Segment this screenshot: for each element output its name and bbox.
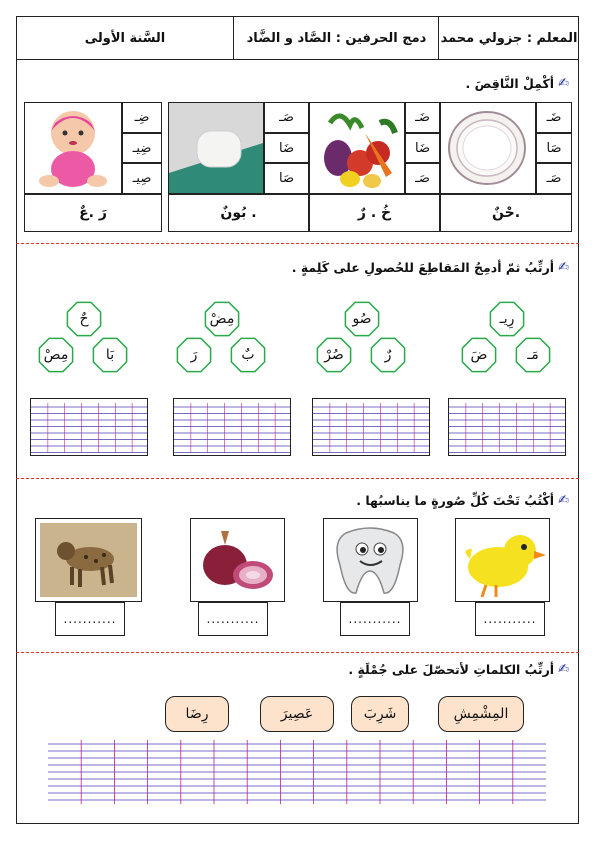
hyena-image	[36, 519, 141, 601]
hyena-picture	[35, 518, 142, 602]
onion-image	[191, 519, 284, 601]
exercise4-instruction	[348, 662, 569, 677]
section-divider	[16, 652, 579, 653]
exercise1-instruction	[466, 76, 569, 91]
grid-lines	[31, 399, 148, 456]
chick-image	[456, 519, 549, 601]
writing-grid[interactable]	[312, 398, 430, 456]
teacher-name: المعلم : جزولي محمد	[438, 16, 579, 60]
option-cell[interactable]: صَـ	[264, 102, 309, 133]
pointing-hand-icon: ✍	[558, 76, 569, 91]
syllable-text: صُرْ	[324, 347, 344, 363]
syllable-text: رٌ	[384, 347, 392, 363]
chick-picture	[455, 518, 550, 602]
option-cell[interactable]: ضِيـ	[122, 133, 162, 163]
option-cell[interactable]: ضَا	[405, 133, 440, 163]
syllable-octagon[interactable]	[203, 300, 241, 338]
answer-blank[interactable]: ...........	[340, 602, 410, 636]
option-cell[interactable]: صَـ	[405, 163, 440, 194]
option-cell[interactable]: ضَـ	[536, 102, 572, 133]
option-cell[interactable]: ضِـ	[122, 102, 162, 133]
tooth-picture	[323, 518, 418, 602]
syllable-octagon[interactable]	[343, 300, 381, 338]
option-cell[interactable]: صِيـ	[122, 163, 162, 194]
section-divider	[16, 478, 579, 479]
exercise3-instruction	[356, 493, 569, 508]
pointing-hand-icon: ✍	[558, 260, 569, 275]
syllable-octagon[interactable]	[460, 336, 498, 374]
grid-lines	[313, 399, 430, 456]
incomplete-word[interactable]: .حْنٌ	[440, 194, 572, 232]
word-card[interactable]: رِضَا	[165, 696, 229, 732]
sentence-writing-area[interactable]	[48, 740, 546, 804]
syllable-text: مِضْ	[209, 311, 235, 327]
syllable-octagon[interactable]	[37, 336, 75, 374]
writing-grid[interactable]	[448, 398, 566, 456]
instruction-text: أرتِّبُ الكلماتِ لأتحصّلَ على جُمْلَةٍ .	[348, 662, 555, 677]
vegetables-picture	[309, 102, 405, 194]
instruction-text: أرتِّبُ ثمّ أدمِجُ المَقاطِعَ للحُصولِ على كَلِمةٍ .	[291, 260, 555, 275]
option-cell[interactable]: صَـ	[536, 163, 572, 194]
option-cell[interactable]: ضَـ	[405, 102, 440, 133]
tooth-image	[324, 519, 417, 601]
incomplete-word[interactable]: رَ .عٌ	[24, 194, 162, 232]
grid-lines	[174, 399, 291, 456]
soap-image	[169, 103, 263, 193]
section-divider	[16, 243, 579, 244]
grade-level: السَّنة الأولى	[84, 30, 166, 46]
syllable-octagon[interactable]	[175, 336, 213, 374]
syllable-text: صُو	[352, 311, 372, 327]
baby-image	[25, 103, 121, 193]
answer-blank[interactable]: ...........	[198, 602, 268, 636]
syllable-octagon[interactable]	[369, 336, 407, 374]
pointing-hand-icon: ✍	[558, 662, 569, 677]
onion-picture	[190, 518, 285, 602]
exercise2-instruction	[292, 260, 569, 275]
option-cell[interactable]: صَا	[264, 163, 309, 194]
syllable-text: رِيـ	[499, 311, 515, 327]
writing-grid[interactable]	[30, 398, 148, 456]
syllable-text: ضَ	[470, 347, 488, 363]
plate-image	[441, 103, 535, 193]
syllable-octagon[interactable]	[229, 336, 267, 374]
soap-picture	[168, 102, 264, 194]
syllable-text: مَـ	[527, 347, 539, 363]
syllable-octagon[interactable]	[514, 336, 552, 374]
answer-blank[interactable]: ...........	[475, 602, 545, 636]
baby-picture	[24, 102, 122, 194]
answer-blank[interactable]: ...........	[55, 602, 125, 636]
syllable-octagon[interactable]	[65, 300, 103, 338]
writing-grid[interactable]	[173, 398, 291, 456]
option-cell[interactable]: ضَا	[264, 133, 309, 163]
grid-lines	[449, 399, 566, 456]
lesson-title: دمج الحرفين : الصَّاد و الضَّاد	[233, 16, 439, 60]
option-cell[interactable]: صَا	[536, 133, 572, 163]
worksheet-header	[16, 16, 579, 60]
instruction-text: أكْمِلْ النَّاقِصَ .	[465, 76, 555, 91]
incomplete-word[interactable]: خُ . رٌ	[309, 194, 440, 232]
word-card[interactable]: شَرِبَ	[351, 696, 409, 732]
instruction-text: أكْتُبُ تَحْتَ كُلِّ صُورةٍ ما يناسبُها .	[356, 493, 555, 508]
word-card[interactable]: المِشْمِشِ	[438, 696, 524, 732]
pointing-hand-icon: ✍	[558, 493, 569, 508]
incomplete-word[interactable]: . بُونٌ	[168, 194, 309, 232]
syllable-text: بٌ	[241, 347, 255, 363]
syllable-text: بَا	[105, 347, 115, 363]
syllable-octagon[interactable]	[488, 300, 526, 338]
syllable-octagon[interactable]	[91, 336, 129, 374]
syllable-text: مِصْ	[43, 347, 69, 363]
sentence-grid-lines	[48, 740, 546, 804]
syllable-octagon[interactable]	[315, 336, 353, 374]
plate-picture	[440, 102, 536, 194]
syllable-text: حٌ	[79, 311, 89, 327]
syllable-text: رَ	[190, 347, 198, 363]
vegetables-image	[310, 103, 404, 193]
word-card[interactable]: عَصِيرَ	[260, 696, 334, 732]
